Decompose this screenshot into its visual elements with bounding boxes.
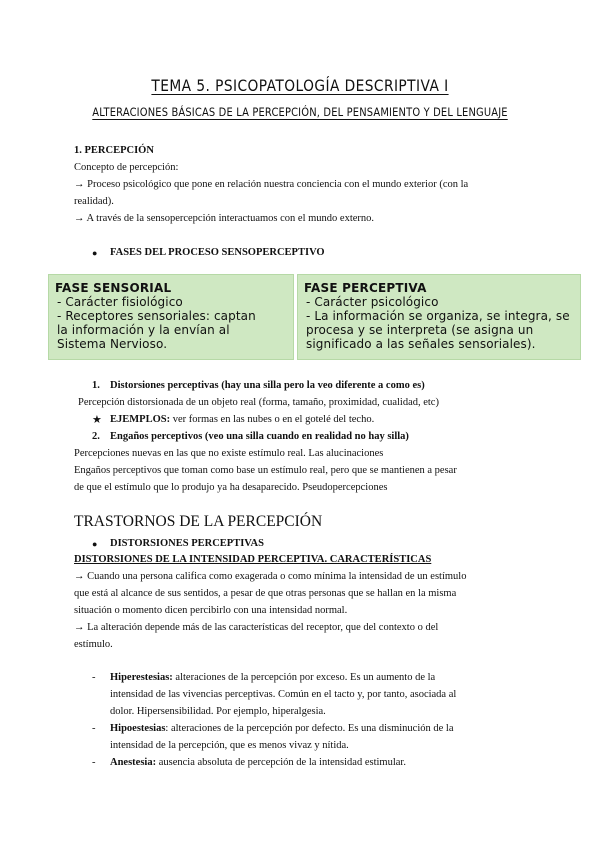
fase-perceptiva-line: - Carácter psicológico (306, 295, 439, 309)
fase-sensorial-line: - Receptores sensoriales: captan (57, 309, 256, 323)
section-heading-trastornos: TRASTORNOS DE LA PERCEPCIÓN (74, 513, 323, 530)
distorsiones-label: Distorsiones perceptivas (110, 380, 219, 391)
phases-heading: FASES DEL PROCESO SENSOPERCEPTIVO (110, 247, 325, 258)
hipoestesias-label: Hipoestesias (110, 723, 166, 734)
trastornos-line: situación o momento dicen percibirlo con una intensidad normal. (74, 605, 348, 616)
hiperestesias-line: intensidad de las vivencias perceptivas. Común en el tacto y, por tanto, asociada al (110, 689, 457, 700)
star-icon: ★ (92, 414, 102, 426)
distorsiones-description: Percepción distorsionada de un objeto real (forma, tamaño, proximidad, cualidad, etc) (78, 397, 439, 408)
fase-sensorial-line: la información y la envían al (57, 323, 230, 337)
concept-point-2: → A través de la sensopercepción interactuamos con el mundo externo. (74, 213, 375, 224)
distorsiones-paren-text: (hay una silla pero la veo diferente a como es) (218, 380, 425, 391)
list-number-2: 2. (92, 431, 100, 442)
trastornos-line: que está al alcance de sus sentidos, a pesar de que otras personas que se hallan en la misma (74, 588, 457, 599)
fase-perceptiva-line: significado a las señales sensoriales). (306, 337, 536, 351)
fase-perceptiva-line: procesa y se interpreta (se asigna un (306, 323, 534, 337)
fase-perceptiva-box (297, 274, 581, 360)
list-item-distorsiones (110, 378, 425, 394)
trastornos-line: estímulo. (74, 639, 113, 650)
examples-label: EJEMPLOS: (110, 414, 171, 425)
fase-perceptiva-line: - La información se organiza, se integra, se (306, 309, 570, 323)
enganos-line: Engaños perceptivos que toman como base un estímulo real, pero que se mantienen a pesar (74, 465, 457, 476)
distorsiones-perceptivas-heading: DISTORSIONES PERCEPTIVAS (110, 538, 264, 549)
dash-marker: - (92, 723, 96, 734)
section-heading-percepcion: 1. PERCEPCIÓN (74, 145, 154, 156)
document-title: TEMA 5. PSICOPATOLOGÍA DESCRIPTIVA I (151, 76, 449, 95)
list-item-enganos (110, 429, 409, 445)
bullet-icon: ● (92, 248, 98, 258)
trastornos-line: → La alteración depende más de las características del receptor, que del contexto o del (74, 622, 439, 633)
dash-marker: - (92, 757, 96, 768)
fase-sensorial-box (48, 274, 294, 360)
hipoestesias-line: intensidad de la percepción, que es menos vivaz y nítida. (110, 740, 349, 751)
hiperestesias-text: alteraciones de la percepción por exceso. Es un aumento de la (172, 672, 436, 683)
anestesia-item (110, 755, 406, 771)
fase-perceptiva-title: FASE PERCEPTIVA (304, 281, 427, 295)
document-subtitle: ALTERACIONES BÁSICAS DE LA PERCEPCIÓN, DEL PENSAMIENTO Y DEL LENGUAJE (92, 105, 508, 119)
hipoestesias-item (110, 721, 453, 737)
intensidad-subheading: DISTORSIONES DE LA INTENSIDAD PERCEPTIVA. CARACTERÍSTICAS (74, 554, 432, 565)
fase-sensorial-title: FASE SENSORIAL (55, 281, 172, 295)
hiperestesias-item (110, 670, 435, 686)
anestesia-label: Anestesia: (110, 757, 157, 768)
dash-marker: - (92, 672, 96, 683)
enganos-line: de que el estímulo que lo produjo ya ha desaparecido. Pseudopercepciones (74, 482, 388, 493)
concept-point-1-cont: realidad). (74, 196, 114, 207)
concept-label: Concepto de percepción: (74, 162, 179, 173)
enganos-paren-text: (veo una silla cuando en realidad no hay silla) (202, 431, 409, 442)
concept-point-1: → Proceso psicológico que pone en relación nuestra conciencia con el mundo exterior (con la (74, 179, 469, 190)
anestesia-text: ausencia absoluta de percepción de la intensidad estimular. (156, 757, 406, 768)
bullet-icon: ● (92, 539, 98, 549)
trastornos-line: → Cuando una persona califica como exagerada o como mínima la intensidad de un estímulo (74, 571, 467, 582)
examples-text: ver formas en las nubes o en el gotelé del techo. (170, 414, 375, 425)
fase-sensorial-line: Sistema Nervioso. (57, 337, 168, 351)
fase-sensorial-line: - Carácter fisiológico (57, 295, 183, 309)
examples-line (110, 412, 374, 428)
enganos-line: Percepciones nuevas en las que no existe estímulo real. Las alucinaciones (74, 448, 384, 459)
hipoestesias-text: : alteraciones de la percepción por defecto. Es una disminución de la (165, 723, 454, 734)
list-number-1: 1. (92, 380, 100, 391)
hiperestesias-line: dolor. Hipersensibilidad. Por ejemplo, hiperalgesia. (110, 706, 326, 717)
enganos-label: Engaños perceptivos (110, 431, 203, 442)
hiperestesias-label: Hiperestesias: (110, 672, 173, 683)
